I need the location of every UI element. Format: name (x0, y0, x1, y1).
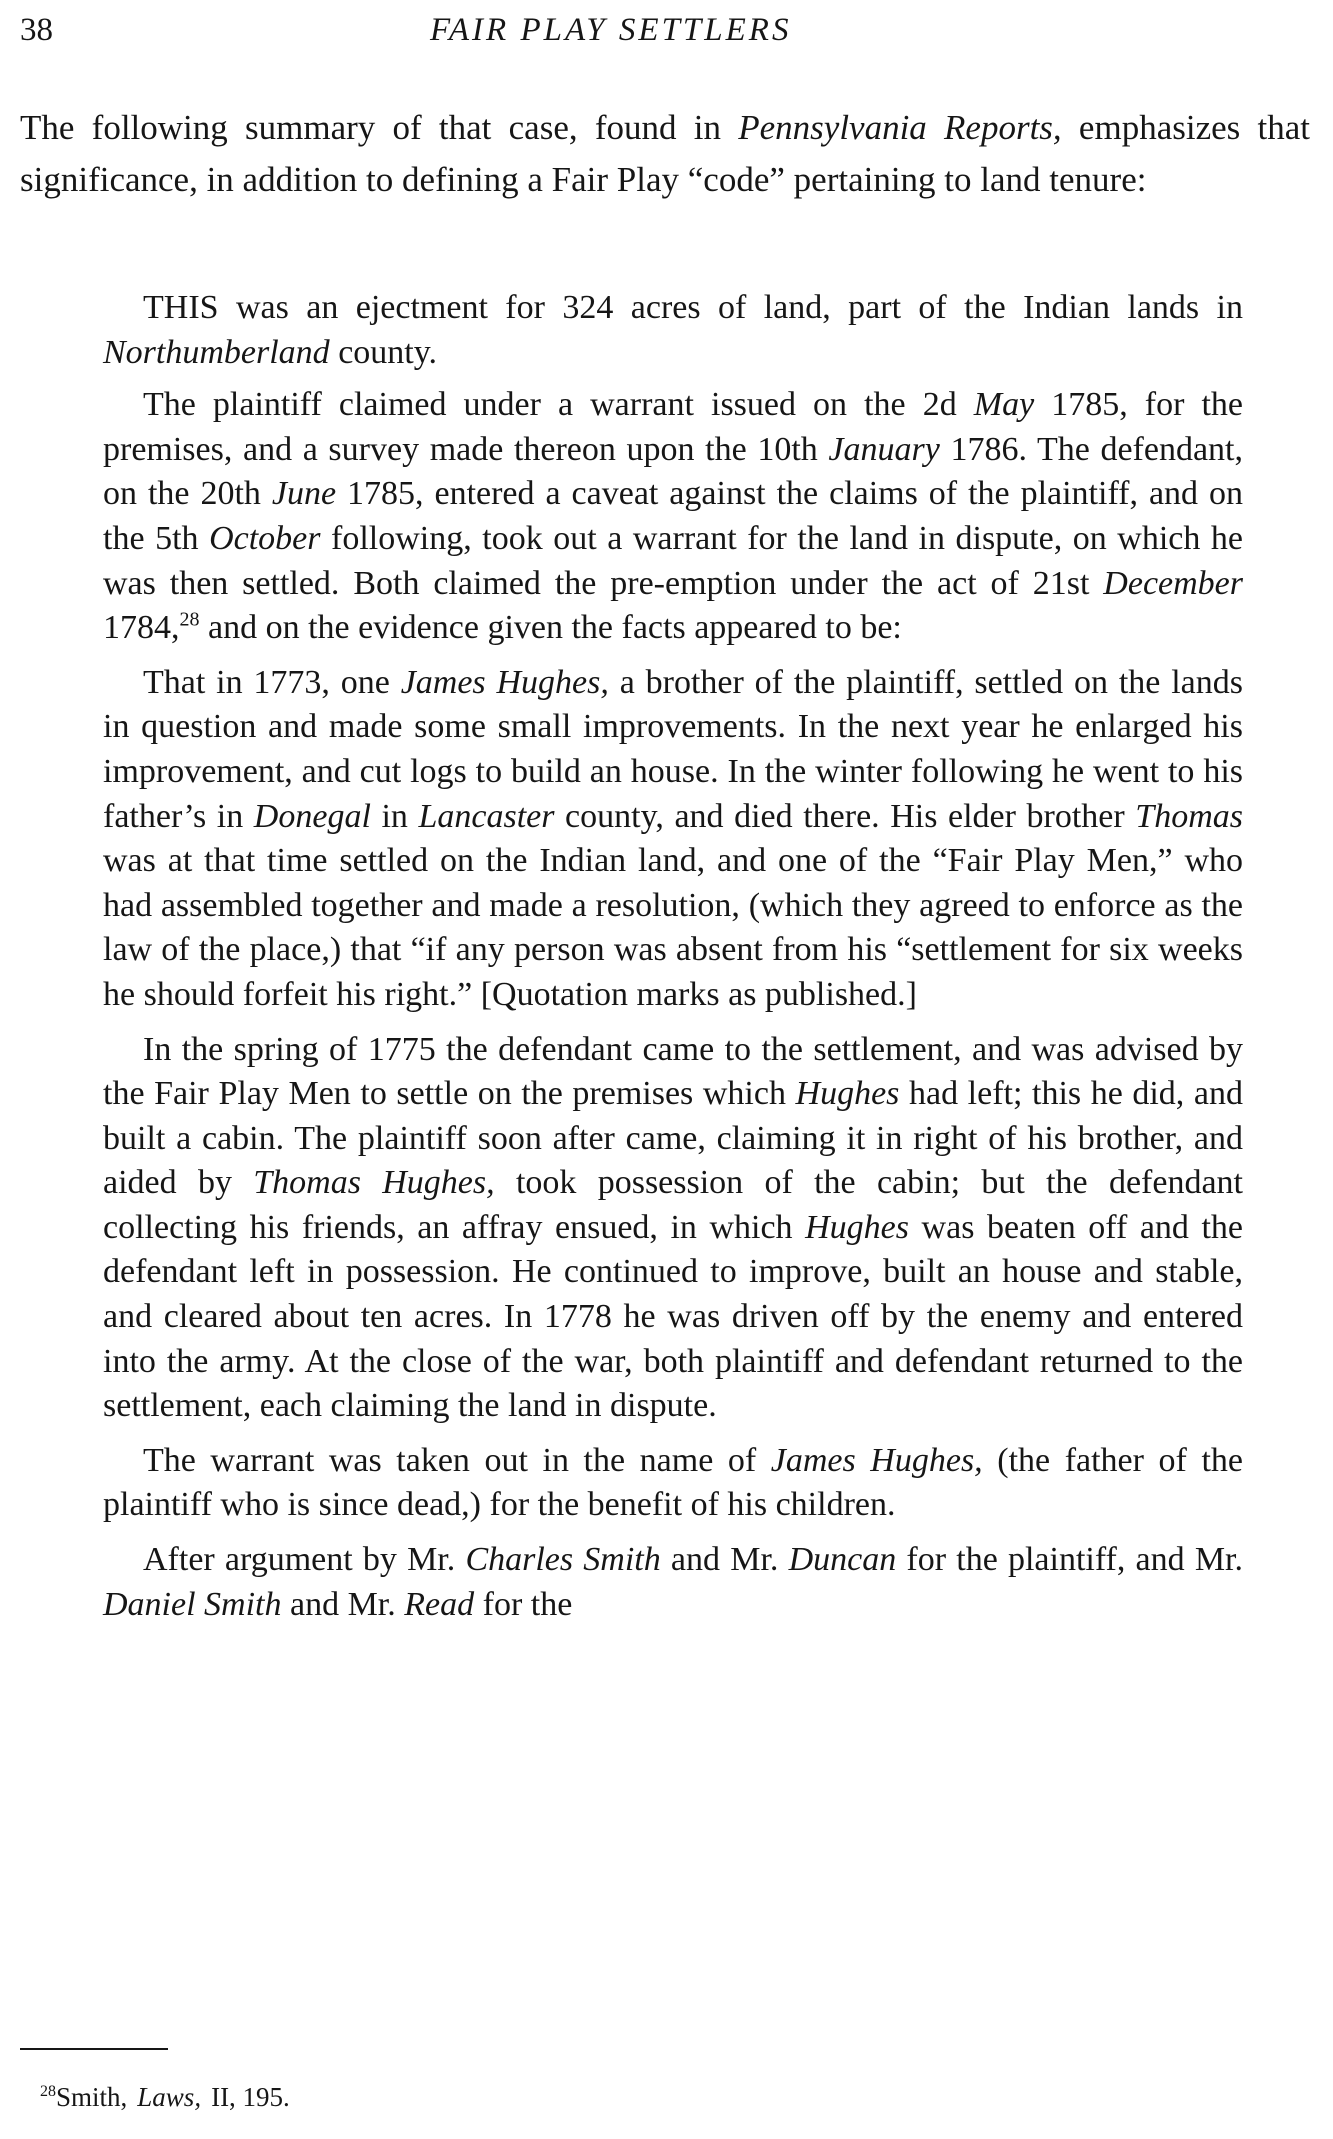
quote-text: and on the evidence given the facts appeared to be: (199, 609, 902, 647)
month-name: June (271, 475, 337, 513)
quote-text: That in 1773, one (143, 663, 401, 701)
quote-text: county. (329, 333, 438, 371)
intro-paragraph (20, 102, 1310, 206)
quote-text: In the spring of 1775 the defendant came to the settlement, and was advised by the Fair Play Men to settle on the premises which (103, 1030, 1243, 1113)
month-name: October (209, 519, 321, 557)
page-number: 38 (20, 12, 53, 48)
quote-text: was at that time settled on the Indian land, and one of the “Fair Play Men,” who had assembled together and made a resolution, (which they agreed to enforce as the law of the place,) that “if any person was absent from his “settlement for six weeks he should forfeit his right.” [Quotation marks as published.] (103, 842, 1243, 1013)
quote-text: and Mr. (281, 1585, 405, 1623)
source-title: Pennsylvania Reports, (738, 108, 1062, 147)
person-name: Duncan (788, 1541, 897, 1579)
footnote-title: Laws, (137, 2082, 202, 2112)
person-name: Read (404, 1585, 475, 1623)
quote-text: for the (474, 1585, 573, 1623)
place-name: Lancaster (418, 797, 555, 835)
quote-paragraph-1 (103, 286, 1243, 375)
footnote (40, 2082, 290, 2113)
quote-text: After argument by Mr. (143, 1541, 466, 1579)
person-name: Hughes (795, 1075, 900, 1113)
quote-text: following, took out a warrant for the land in dispute, on which he was then settled. Both claimed the pre-emption under the act of 21st (103, 519, 1244, 602)
quote-text: 1785, for the premises, and a survey made thereon upon the 10th (103, 386, 1244, 468)
quote-paragraph-6 (103, 1538, 1243, 1627)
footnote-author: Smith, (56, 2082, 128, 2112)
quote-text: (the father of the plaintiff who is since dead,) for the benefit of his children. (103, 1441, 1243, 1524)
quote-text: The plaintiff claimed under a warrant issued on the 2d (143, 386, 974, 424)
place-name: Donegal (253, 797, 371, 835)
running-head: FAIR PLAY SETTLERS (430, 12, 792, 48)
intro-text: The following summary of that case, found in (20, 108, 739, 147)
quote-text: took possession of the cabin; but the defendant collecting his friends, an affray ensued, in which (103, 1164, 1243, 1246)
footnote-marker: 28 (179, 608, 200, 631)
quote-paragraph-2 (103, 383, 1243, 651)
quote-text: in (370, 797, 419, 835)
quote-text: 1784, (103, 609, 180, 647)
footnote-citation: II, 195. (211, 2082, 290, 2112)
footnote-divider (20, 2048, 168, 2050)
quote-text: The warrant was taken out in the name of (143, 1441, 771, 1479)
person-name: Daniel Smith (103, 1585, 282, 1623)
quote-text: had left; this he did, and built a cabin. The plaintiff soon after came, claiming it in right of his brother, and aided by (103, 1075, 1243, 1202)
quote-text: 1786. The defendant, on the 20th (103, 430, 1243, 513)
person-name: Thomas (1135, 797, 1243, 835)
quote-paragraph-4 (103, 1028, 1243, 1429)
month-name: December (1103, 564, 1243, 602)
place-name: Northumberland (103, 333, 330, 371)
quote-text: THIS was an ejectment for 324 acres of land, part of the Indian lands in (143, 289, 1243, 326)
person-name: Hughes (805, 1208, 909, 1246)
quote-text: county, and died there. His elder brother (554, 797, 1136, 835)
quote-text: and Mr. (660, 1541, 789, 1579)
block-quote (103, 286, 1243, 1641)
person-name: Thomas Hughes, (253, 1164, 495, 1202)
quote-paragraph-5 (103, 1439, 1243, 1528)
quote-text: 1785, entered a caveat against the claims of the plaintiff, and on the 5th (103, 475, 1243, 557)
person-name: Charles Smith (465, 1541, 661, 1579)
quote-text: was beaten off and the defendant left in possession. He continued to improve, built an house and stable, and cleared about ten acres. In 1778 he was driven off by the enemy and entered into the army. At the close of the war, both plaintiff and defendant returned to the settlement, each claiming the land in dispute. (103, 1208, 1243, 1425)
quote-text: a brother of the plaintiff, settled on the lands in question and made some small improvements. In the next year he enlarged his improvement, and cut logs to build an house. In the winter following he went to his father’s in (103, 663, 1243, 835)
intro-text: emphasizes that significance, in addition to defining a Fair Play “code” pertaining to land tenure: (20, 108, 1310, 199)
quote-paragraph-3 (103, 661, 1243, 1018)
person-name: James Hughes, (400, 663, 609, 701)
quote-text: for the plaintiff, and Mr. (896, 1541, 1244, 1579)
person-name: James Hughes, (770, 1441, 983, 1479)
month-name: May (973, 386, 1035, 424)
month-name: January (828, 430, 940, 468)
page-header (20, 8, 1310, 60)
footnote-number: 28 (40, 2083, 56, 2100)
